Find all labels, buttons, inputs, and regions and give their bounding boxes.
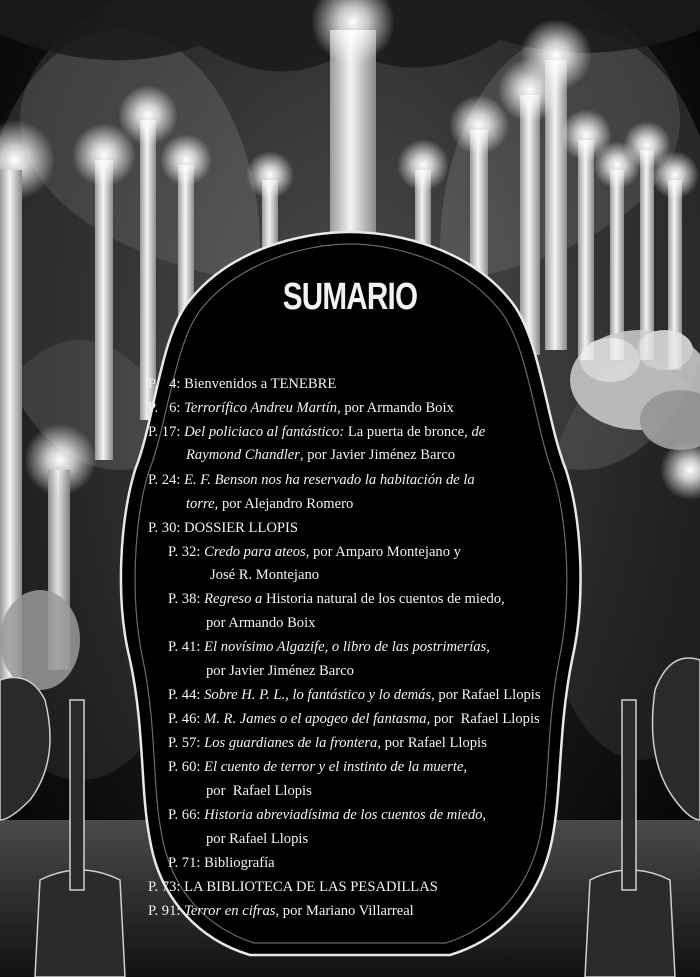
toc-text: DOSSIER LLOPIS [184, 520, 299, 536]
toc-text: , por Armando Boix [337, 400, 454, 416]
toc-entry [168, 542, 461, 562]
toc-page-number: P. 57: [168, 735, 205, 751]
toc-title-italic: Sobre H. P. L., lo fantástico y lo demás [204, 687, 432, 703]
toc-text: por Rafael Llopis [206, 831, 309, 847]
toc-page-number: P. 73: [148, 879, 185, 895]
toc-page-number: P. 32: [168, 544, 205, 560]
toc-page-number: P. 91: [148, 903, 185, 919]
toc-text: por Armando Boix [206, 615, 316, 631]
toc-entry [148, 374, 336, 394]
toc-text: por Javier Jiménez Barco [206, 663, 354, 679]
toc-text: Bibliografía [204, 855, 275, 871]
toc-page-number: P. 4: [148, 376, 185, 392]
toc-entry-continuation [206, 829, 308, 849]
toc-entry-continuation [210, 565, 319, 585]
toc-entry-continuation [206, 781, 312, 801]
toc-text: , [463, 759, 468, 775]
toc-page-number: P. 60: [168, 759, 205, 775]
toc-text: por Rafael Llopis [206, 783, 312, 799]
toc-entry [168, 757, 467, 777]
toc-page-number: P. 38: [168, 591, 205, 607]
toc-title-italic: Del policiaco al fantástico: [184, 424, 345, 440]
toc-text: , por Mariano Villarreal [275, 903, 414, 919]
toc-entry [148, 398, 454, 418]
toc-page-number: P. 44: [168, 687, 205, 703]
toc-entry [148, 470, 475, 490]
toc-title-italic: Los guardianes de la frontera [204, 735, 378, 751]
toc-entry [168, 733, 487, 753]
toc-entry [168, 589, 505, 609]
toc-entry [168, 709, 540, 729]
toc-entry-continuation [206, 661, 354, 681]
toc-text: , por Rafael Llopis [431, 687, 541, 703]
toc-entry [148, 877, 438, 897]
toc-title-italic: Terror en cifras [184, 903, 276, 919]
toc-entry [148, 422, 485, 442]
toc-page-number: P. 71: [168, 855, 205, 871]
toc-title-italic: Terrorífico Andreu Martín [184, 400, 338, 416]
toc-title-italic: E. F. Benson nos ha reservado la habitación de la [184, 472, 475, 488]
table-of-contents [0, 374, 700, 919]
toc-title-italic: Historia abreviadísima de los cuentos de miedo, [204, 807, 487, 823]
toc-entry-continuation [186, 445, 455, 465]
toc-entry [168, 637, 490, 657]
toc-text: LA BIBLIOTECA DE LAS PESADILLAS [184, 879, 438, 895]
toc-title-italic: El cuento de terror y el instinto de la muerte [204, 759, 464, 775]
toc-title-italic: , [501, 591, 505, 607]
toc-entry [168, 853, 275, 873]
toc-page-number: P. 66: [168, 807, 205, 823]
toc-title-italic: Regreso a [204, 591, 263, 607]
toc-page-number: P. 46: [168, 711, 205, 727]
toc-text: , por Rafael Llopis [377, 735, 487, 751]
toc-title-italic: , de [464, 424, 486, 440]
toc-text: , [486, 639, 490, 655]
toc-page-number: P. 17: [148, 424, 185, 440]
toc-title-italic: M. R. James o el apogeo del fantasma [204, 711, 427, 727]
toc-title-italic: Raymond Chandler [186, 447, 300, 463]
toc-title-italic: Credo para ateos [204, 544, 306, 560]
toc-text: , por Alejandro Romero [214, 496, 354, 512]
toc-entry [168, 685, 541, 705]
toc-entry [148, 518, 298, 538]
toc-page-number: P. 6: [148, 400, 185, 416]
toc-entry-continuation [206, 613, 315, 633]
toc-text: La puerta de bronce [344, 424, 465, 440]
toc-text: , por Amparo Montejano y [305, 544, 461, 560]
toc-title-italic: torre [186, 496, 215, 512]
toc-entry [148, 901, 414, 921]
toc-text: Bienvenidos a TENEBRE [184, 376, 337, 392]
toc-entry-continuation [186, 494, 353, 514]
toc-entry [168, 805, 486, 825]
toc-text: José R. Montejano [210, 567, 320, 583]
toc-text: , por Rafael Llopis [426, 711, 540, 727]
page-title: SUMARIO [282, 276, 418, 318]
toc-text: Historia natural de los cuentos de miedo [262, 591, 502, 607]
toc-page-number: P. 24: [148, 472, 185, 488]
toc-page-number: P. 30: [148, 520, 185, 536]
toc-title-italic: El novísimo Algazife, o libro de las postrimerías [204, 639, 487, 655]
toc-page-number: P. 41: [168, 639, 205, 655]
toc-text: , por Javier Jiménez Barco [299, 447, 456, 463]
